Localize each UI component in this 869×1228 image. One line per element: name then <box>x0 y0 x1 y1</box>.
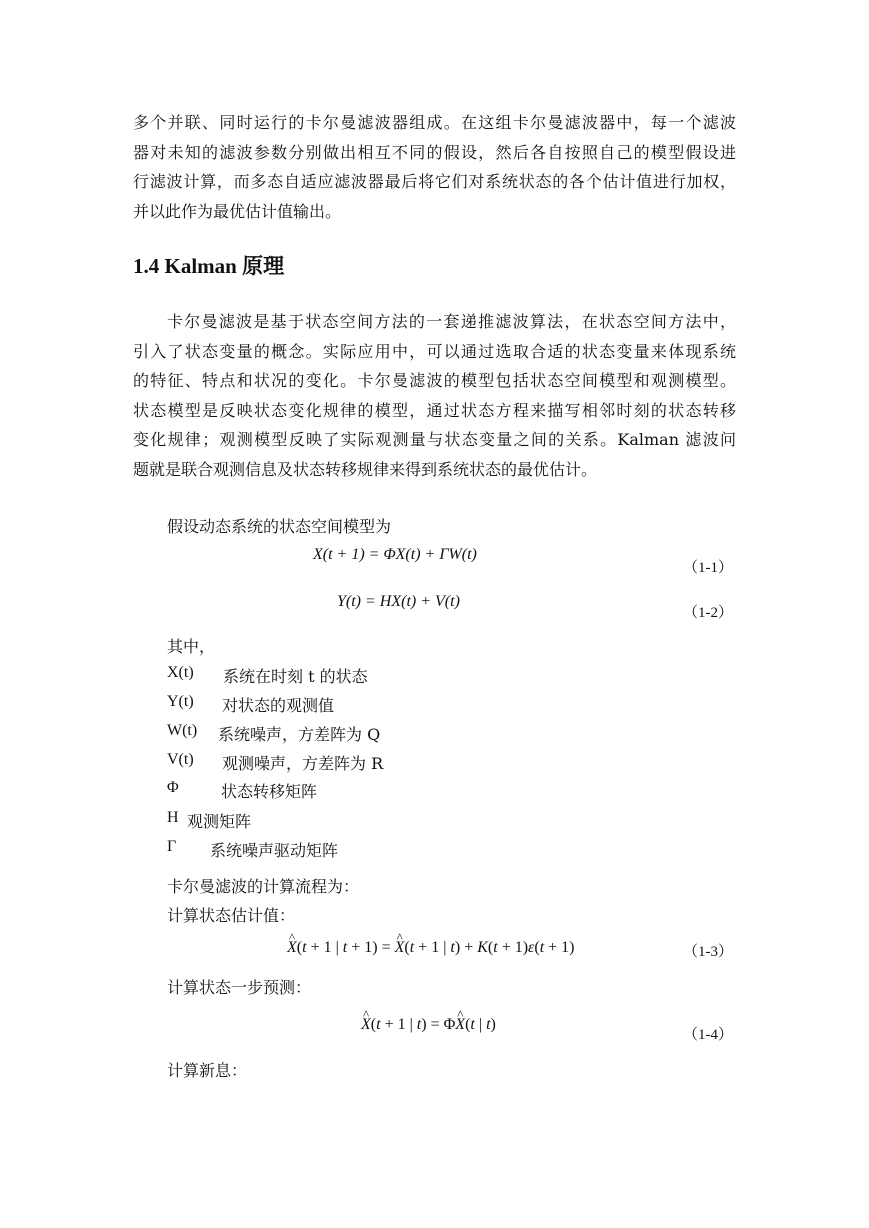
equation-4: ^ X(t + 1 | t) = Φ^ X(t | t) <box>361 1016 496 1034</box>
paragraph-line: 的特征、特点和状况的变化。卡尔曼滤波的模型包括状态空间模型和观测模型。 <box>133 371 736 390</box>
paragraph-line: 卡尔曼滤波是基于状态空间方法的一套递推滤波算法，在状态空间方法中， <box>167 312 736 331</box>
paragraph-line: 变化规律；观测模型反映了实际观测量与状态变量之间的关系。Kalman 滤波问 <box>133 430 736 449</box>
model-intro: 假设动态系统的状态空间模型为 <box>167 517 392 536</box>
symbol: Y(t) <box>167 693 194 710</box>
paragraph-line: 行滤波计算，而多态自适应滤波器最后将它们对系统状态的各个估计值进行加权， <box>133 172 736 191</box>
symbol: Γ <box>167 838 177 855</box>
symbol-description: 系统噪声，方差阵为 Q <box>218 725 381 744</box>
section-heading: 1.4 Kalman 原理 <box>133 254 285 278</box>
paragraph-line: 题就是联合观测信息及状态转移规律来得到系统状态的最优估计。 <box>133 459 598 479</box>
symbol: H <box>167 809 179 826</box>
symbol: X(t) <box>167 664 194 681</box>
paragraph-line: 多个并联、同时运行的卡尔曼滤波器组成。在这组卡尔曼滤波器中，每一个滤波 <box>133 113 736 132</box>
process-label: 卡尔曼滤波的计算流程为： <box>167 877 360 896</box>
step-innovation: 计算新息： <box>167 1061 248 1080</box>
symbol: Φ <box>167 779 179 796</box>
paragraph-line: 引入了状态变量的概念。实际应用中，可以通过选取合适的状态变量来体现系统 <box>133 341 736 361</box>
step-prediction: 计算状态一步预测： <box>167 978 312 997</box>
step-state-estimate: 计算状态估计值： <box>167 906 296 925</box>
equation-2: Y(t) = HX(t) + V(t) <box>337 593 460 610</box>
symbol-description: 系统在时刻 t 的状态 <box>223 667 368 686</box>
equation-number-3: （1-3） <box>683 944 733 960</box>
paragraph-line: 器对未知的滤波参数分别做出相互不同的假设，然后各自按照自己的模型假设进 <box>133 142 736 162</box>
equation-1: X(t + 1) = ΦX(t) + ΓW(t) <box>313 546 477 563</box>
symbol-description: 状态转移矩阵 <box>221 782 318 801</box>
symbol-description: 对状态的观测值 <box>222 696 335 715</box>
paragraph-line: 状态模型是反映状态变化规律的模型，通过状态方程来描写相邻时刻的状态转移 <box>133 400 736 420</box>
symbol-description: 观测矩阵 <box>187 812 252 831</box>
equation-3: ^ X(t + 1 | t + 1) = ^ X(t + 1 | t) + K(t + 1)ε(t + 1) <box>287 939 575 957</box>
paragraph-line: 并以此作为最优估计值输出。 <box>133 201 342 221</box>
equation-number-2: （1-2） <box>683 605 733 621</box>
equation-number-1: （1-1） <box>683 560 733 576</box>
symbol-description: 系统噪声驱动矩阵 <box>210 841 339 860</box>
equation-number-4: （1-4） <box>683 1027 733 1043</box>
symbol: W(t) <box>167 722 198 739</box>
symbol: V(t) <box>167 751 194 768</box>
intro-paragraph <box>133 108 736 226</box>
symbol-description: 观测噪声，方差阵为 R <box>222 754 384 773</box>
where-label: 其中， <box>167 637 216 656</box>
principle-paragraph <box>133 307 736 484</box>
